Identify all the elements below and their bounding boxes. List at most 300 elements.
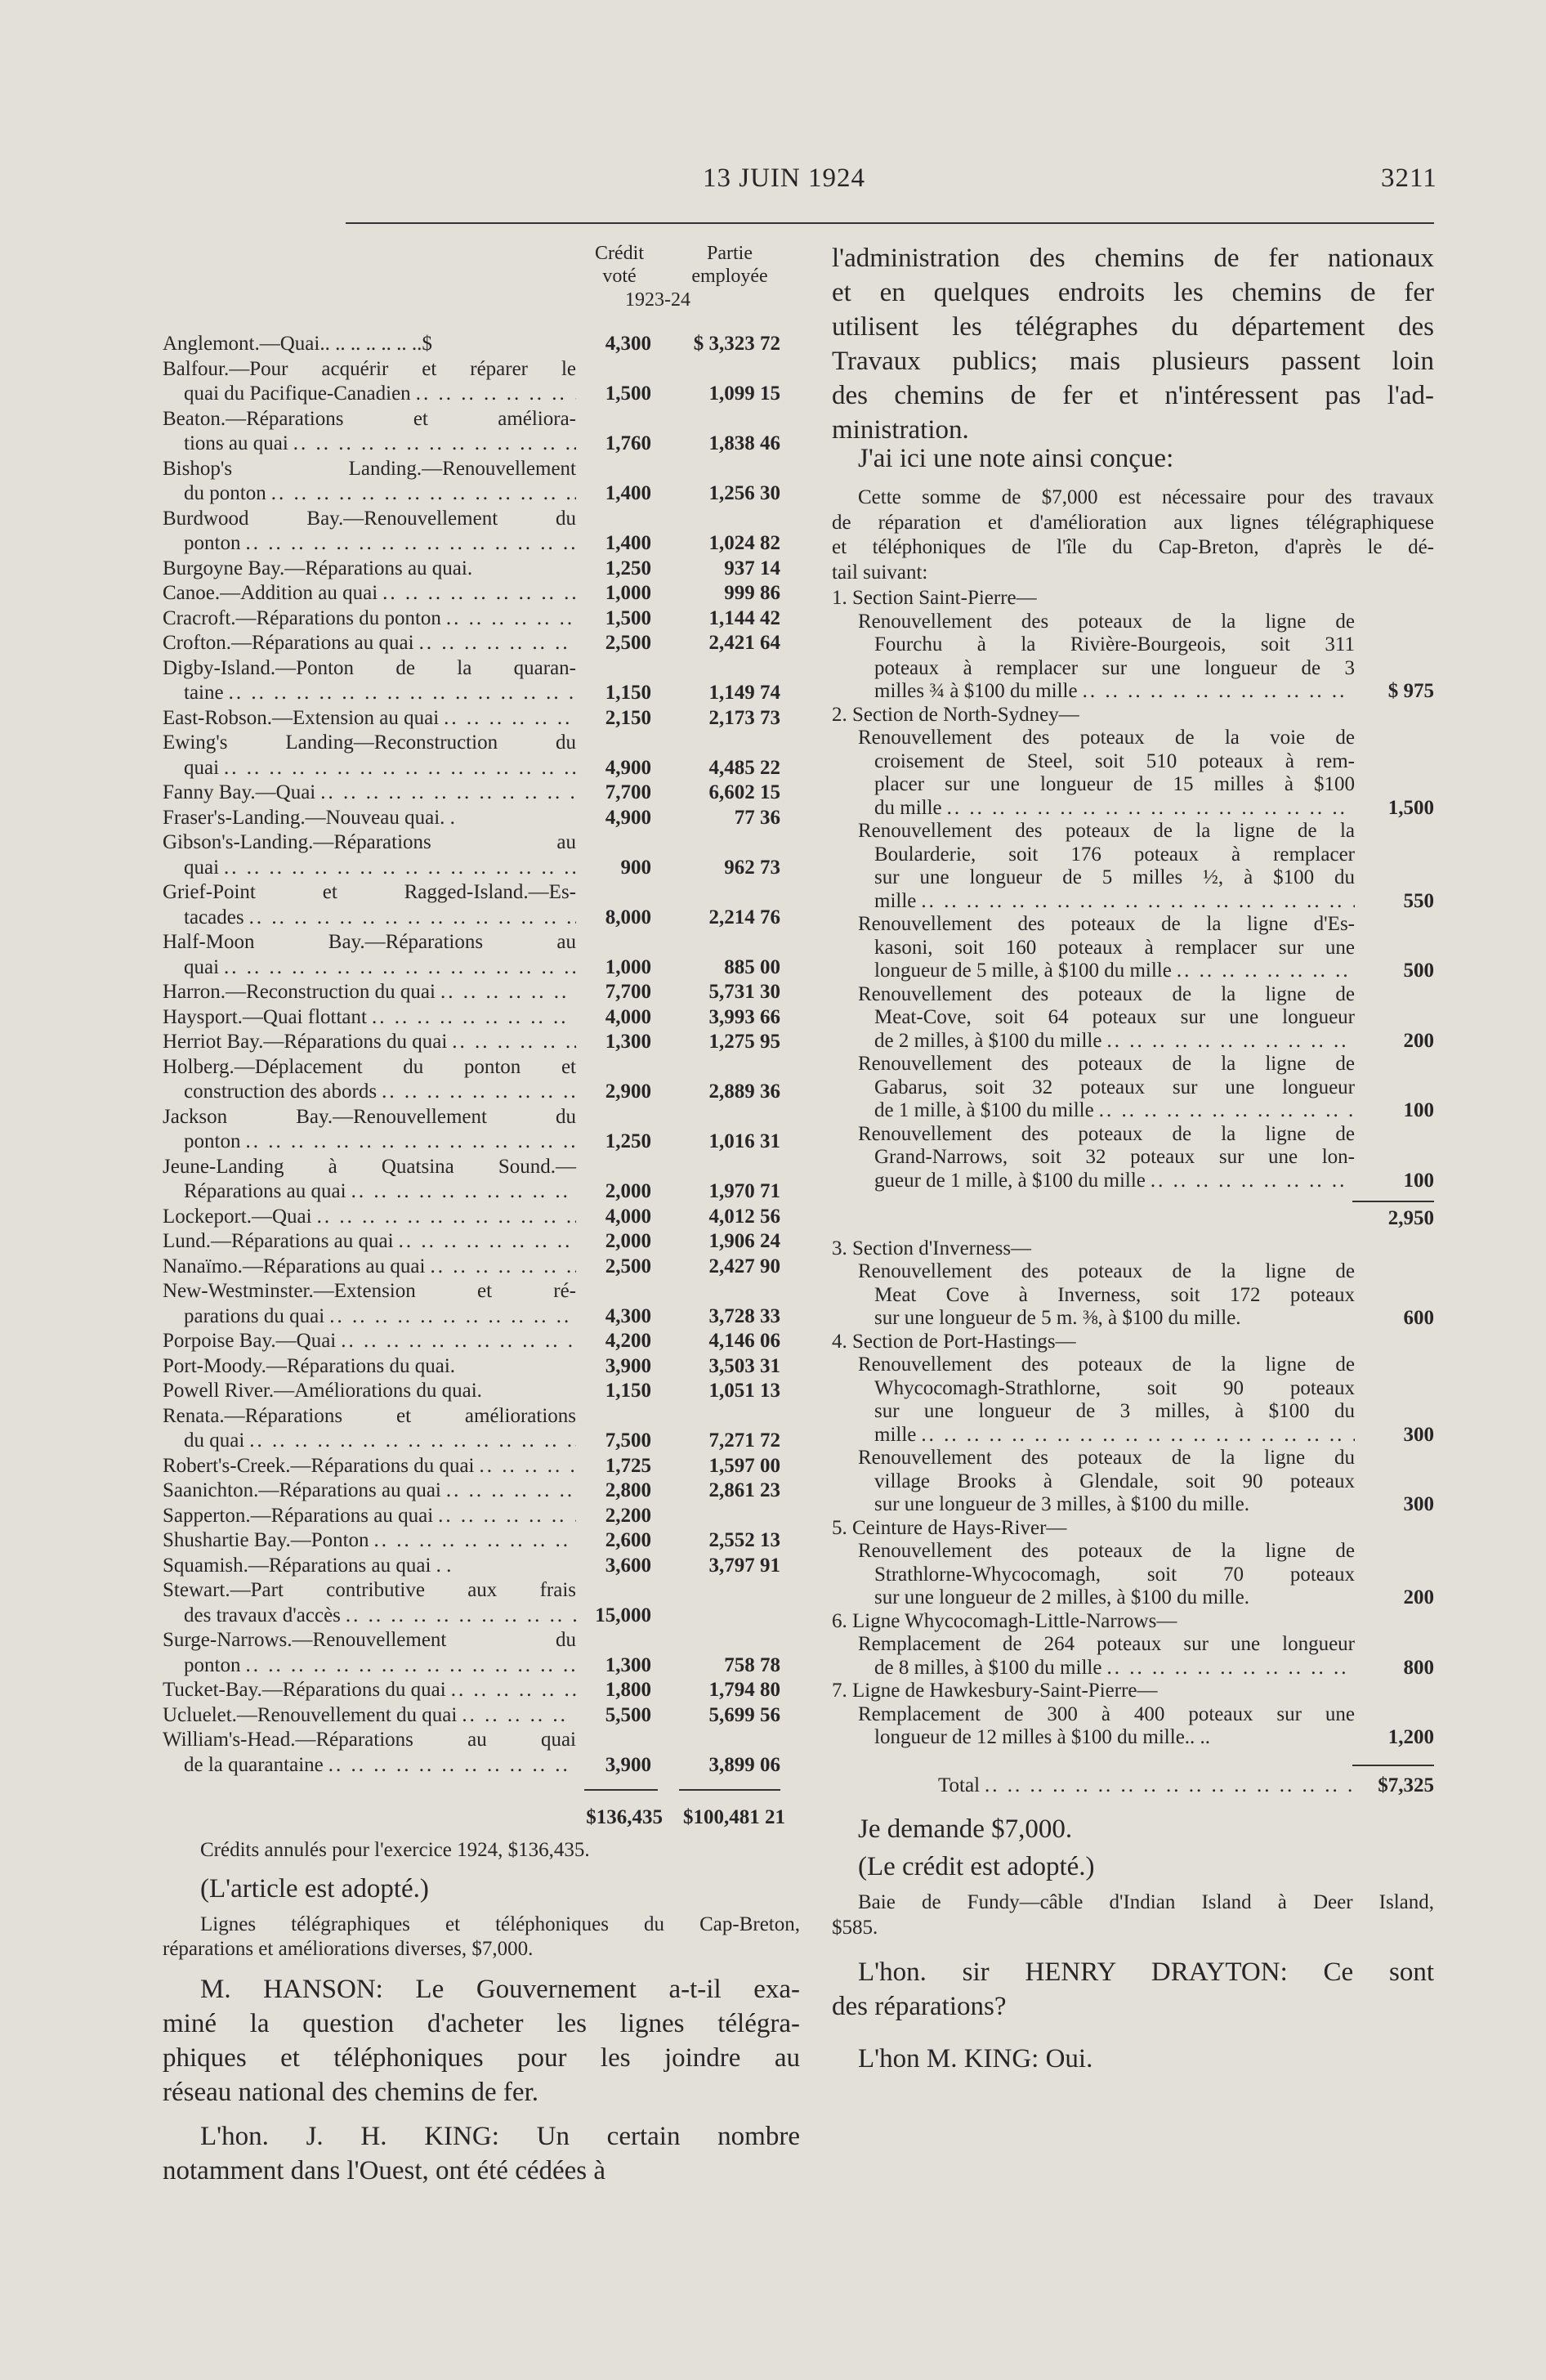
table-row [163, 1005, 784, 1031]
row-credit-voted: 4,000 [605, 1005, 651, 1028]
dot-leader [288, 432, 576, 457]
row-amount-spent: 2,421 64 [708, 632, 780, 654]
row-amount-spent: 2,427 90 [708, 1255, 780, 1277]
dot-leader [367, 1005, 576, 1031]
item-line [832, 1726, 1355, 1750]
dot-leader [447, 1030, 576, 1055]
row-amount-spent: 1,016 31 [708, 1130, 780, 1152]
row-credit-voted: 7,700 [605, 781, 651, 803]
row-description-text: Haysport.—Quai flottant [163, 1005, 367, 1028]
item-line-text: du mille [874, 796, 942, 819]
table-row [163, 407, 784, 457]
row-amount-spent: 2,214 76 [708, 906, 780, 928]
dot-leader [1094, 1099, 1355, 1123]
row-description-line [163, 557, 576, 582]
row-description [163, 557, 576, 582]
item-amount: 100 [1403, 1169, 1434, 1192]
text-line: ministration. [832, 415, 969, 445]
row-description [163, 1105, 576, 1155]
row-credit-voted: 2,500 [605, 1255, 651, 1277]
item-line-text: gueur de 1 mille, à $100 du mille [874, 1169, 1146, 1192]
row-description [163, 930, 576, 980]
table-row [163, 1578, 784, 1628]
row-description [163, 507, 576, 557]
row-description-text: Saanichton.—Réparations au quai [163, 1479, 441, 1501]
row-description-line: Gibson's-Landing.—Réparations au [163, 831, 576, 853]
section-heading: 3. Section d'Inverness— [832, 1237, 1032, 1259]
table-row [163, 1479, 784, 1504]
item-amount: 800 [1403, 1656, 1434, 1679]
row-description-text: ponton [184, 532, 241, 554]
item-description [832, 983, 1355, 1054]
row-description-line: New-Westminster.—Extension et ré- [163, 1280, 576, 1302]
row-amount-spent: 3,899 06 [708, 1753, 780, 1776]
table-row [163, 1528, 784, 1554]
row-credit-voted: 4,900 [605, 806, 651, 829]
credits-annulled: Crédits annulés pour l'exercice 1924, $136,435. [200, 1839, 590, 1861]
table-row [163, 1554, 784, 1579]
row-description-text: quai [184, 955, 220, 978]
dot-leader [457, 1703, 576, 1729]
row-credit-voted: 2,150 [605, 706, 651, 729]
row-credit-voted: 2,500 [605, 632, 651, 654]
item-description [832, 1123, 1355, 1193]
row-description-line [163, 756, 576, 781]
breakdown-item [832, 1123, 1434, 1193]
article-adopted: (L'article est adopté.) [200, 1873, 429, 1904]
breakdown-item [832, 1447, 1434, 1517]
row-description-text: tions au quai [184, 432, 288, 454]
row-amount-spent: 2,173 73 [708, 706, 780, 729]
table-row [163, 332, 784, 357]
row-credit-voted: 15,000 [595, 1604, 651, 1626]
row-description-text: Lund.—Réparations au quai [163, 1230, 394, 1252]
row-description [163, 1703, 576, 1729]
item-amount: 300 [1403, 1423, 1434, 1446]
row-amount-spent: 5,731 30 [708, 981, 780, 1003]
dot-leader [1101, 1657, 1355, 1680]
table-row [163, 631, 784, 656]
item-line: Remplacement de 264 poteaux sur une longueur [858, 1633, 1355, 1655]
table-row [163, 1504, 784, 1529]
row-amount-spent: 4,485 22 [708, 756, 780, 779]
row-amount-spent: 4,012 56 [708, 1205, 780, 1228]
request-amount: Je demande $7,000. [858, 1814, 1073, 1844]
row-description [163, 1454, 576, 1479]
note-paragraph [832, 485, 1434, 585]
col-header-credit-line1: Crédit [595, 243, 644, 264]
row-amount-spent: 999 86 [724, 582, 780, 604]
dot-leader [240, 1130, 576, 1155]
drayton-line: des réparations? [832, 1992, 1007, 2021]
item-line: sur une longueur de 3 milles, à $100 du [874, 1400, 1355, 1422]
text-line: l'administration des chemins de fer nationaux [832, 244, 1434, 273]
table-row [163, 806, 784, 831]
row-description-line [163, 1479, 576, 1504]
row-description-text: Burgoyne Bay.—Réparations au quai. [163, 557, 473, 579]
row-description-line [163, 1454, 576, 1479]
table-row [163, 706, 784, 731]
text-line: tail suivant: [832, 561, 928, 584]
item-line: Grand-Narrows, soit 32 poteaux sur une lon- [874, 1146, 1355, 1168]
col-header-spent-line2: employée [691, 266, 768, 287]
row-description-line [163, 1429, 576, 1454]
item-line: kasoni, soit 160 poteaux à remplacer sur une [874, 936, 1355, 959]
text-line: réseau national des chemins de fer. [163, 2077, 538, 2107]
dot-leader [980, 1774, 1355, 1798]
table-row [163, 1229, 784, 1255]
table-row [163, 1279, 784, 1329]
item-line: Renouvellement des poteaux de la ligne d'Es- [858, 913, 1355, 935]
row-description-line [163, 1604, 576, 1629]
row-description-line: William's-Head.—Réparations au quai [163, 1729, 576, 1751]
item-line [832, 890, 1355, 914]
section-heading: 2. Section de North-Sydney— [832, 703, 1079, 726]
dot-leader [312, 1205, 576, 1230]
section-heading: 5. Ceinture de Hays-River— [832, 1516, 1067, 1539]
row-description-line [163, 1379, 576, 1404]
row-description-text: Porpoise Bay.—Quai [163, 1330, 337, 1352]
text-line: notamment dans l'Ouest, ont été cédées à [163, 2155, 606, 2185]
item-amount: 200 [1403, 1586, 1434, 1608]
row-description-line [163, 531, 576, 557]
row-description-text: Shushartie Bay.—Ponton [163, 1529, 369, 1551]
col-header-credit [574, 242, 664, 288]
row-description-text: Sapperton.—Réparations au quai [163, 1504, 434, 1527]
page-date: 13 JUIN 1924 [703, 163, 865, 193]
breakdown-item [832, 1703, 1434, 1750]
row-credit-voted: 1,400 [605, 532, 651, 554]
table-row [163, 930, 784, 980]
text-line: de réparation et d'amélioration aux lignes télégraphiquese [832, 511, 1434, 534]
row-credit-voted: 5,500 [605, 1703, 651, 1726]
text-line: M. HANSON: Le Gouvernement a-t-il exa- [200, 1974, 800, 2004]
row-description [163, 1005, 576, 1031]
breakdown-item [832, 727, 1434, 820]
row-amount-spent: 77 36 [734, 806, 780, 829]
table-row [163, 1105, 784, 1155]
item-line: Meat Cove à Inverness, soit 172 poteaux [874, 1283, 1355, 1306]
item-line: Boularderie, soit 176 poteaux à remplacer [874, 843, 1355, 866]
row-description-line [163, 1528, 576, 1554]
item-line-text: mille [874, 1423, 917, 1446]
table-row [163, 1055, 784, 1105]
item-description [832, 1353, 1355, 1447]
item-description [832, 1540, 1355, 1610]
row-description-line [163, 681, 576, 706]
item-line-text: de 1 mille, à $100 du mille [874, 1099, 1094, 1121]
row-description-text: ponton [184, 1653, 241, 1676]
breakdown-item [832, 983, 1434, 1054]
row-description-line: Half-Moon Bay.—Réparations au [163, 931, 576, 953]
table-row [163, 1155, 784, 1205]
row-credit-voted: 1,250 [605, 557, 651, 579]
row-description-line: Holberg.—Déplacement du ponton et [163, 1055, 576, 1078]
row-amount-spent: 6,602 15 [708, 781, 780, 803]
item-line-text: sur une longueur de 3 milles, à $100 du mille. [874, 1493, 1249, 1515]
row-description-line: Balfour.—Pour acquérir et réparer le [163, 357, 576, 380]
row-description [163, 457, 576, 507]
text-line: L'hon. J. H. KING: Un certain nombre [200, 2121, 800, 2151]
row-description-line [163, 980, 576, 1005]
item-line [832, 797, 1355, 821]
row-description-text: Robert's-Creek.—Réparations du quai [163, 1454, 475, 1477]
breakdown-item [832, 820, 1434, 913]
item-line: Meat-Cove, soit 64 poteaux sur une longueur [874, 1006, 1355, 1028]
item-amount: 200 [1403, 1029, 1434, 1052]
dot-leader [240, 531, 576, 557]
item-line: Renouvellement des poteaux de la ligne de [858, 1122, 1355, 1145]
row-description-text: parations du quai [184, 1304, 325, 1327]
breakdown-item [832, 1053, 1434, 1123]
row-description-text: de la quarantaine [184, 1753, 324, 1776]
row-amount-spent: $ 3,323 72 [693, 333, 780, 355]
row-description [163, 1479, 576, 1504]
dot-leader [266, 481, 576, 507]
table-row [163, 1255, 784, 1280]
table-row [163, 1404, 784, 1454]
fundy-item [832, 1890, 1434, 1940]
dot-leader [244, 1429, 576, 1454]
row-credit-voted: 1,000 [605, 955, 651, 978]
row-description-text: quai [184, 756, 220, 779]
row-description-line [163, 806, 576, 831]
item-line [832, 1170, 1355, 1193]
total-rule-credit [584, 1789, 658, 1791]
breakdown-item [832, 1260, 1434, 1331]
row-credit-voted: 2,600 [605, 1529, 651, 1551]
row-description-line: Burdwood Bay.—Renouvellement du [163, 507, 576, 530]
item-line: Renouvellement des poteaux de la ligne de [858, 1540, 1355, 1562]
row-description [163, 781, 576, 806]
dot-leader [916, 1424, 1355, 1447]
row-description-line [163, 955, 576, 981]
row-description [163, 1578, 576, 1628]
row-description-line [163, 332, 576, 357]
dot-leader [324, 1753, 576, 1778]
row-description-line [163, 781, 576, 806]
row-amount-spent: 2,889 36 [708, 1080, 780, 1103]
row-description [163, 656, 576, 706]
row-description-line: Digby-Island.—Ponton de la quaran- [163, 656, 576, 679]
item-title-line: réparations et améliorations diverses, $7,000. [163, 1938, 534, 1960]
row-credit-voted: 1,400 [605, 482, 651, 504]
dot-leader [411, 382, 576, 407]
row-description-line [163, 581, 576, 606]
row-description [163, 731, 576, 781]
hanson-speech [163, 1972, 800, 2109]
dot-leader [244, 906, 576, 931]
row-description-text: Fraser's-Landing.—Nouveau quai. . [163, 806, 455, 829]
row-description [163, 1030, 576, 1055]
item-line-text: de 2 milles, à $100 du mille [874, 1029, 1102, 1052]
row-credit-voted: 8,000 [605, 906, 651, 928]
row-description-line [163, 432, 576, 457]
row-description-line: Surge-Narrows.—Renouvellement du [163, 1629, 576, 1651]
item-line: Renouvellement des poteaux de la ligne de [858, 610, 1355, 633]
item-line [832, 1586, 1355, 1610]
dot-leader [1172, 960, 1355, 983]
table-row [163, 731, 784, 781]
page-number: 3211 [1381, 163, 1437, 193]
row-description-text: Cracroft.—Réparations du ponton [163, 606, 441, 629]
row-description-text: du quai [184, 1429, 245, 1452]
dot-leader [240, 1653, 576, 1679]
drayton-line: L'hon. sir HENRY DRAYTON: Ce sont [858, 1957, 1434, 1987]
row-description [163, 830, 576, 880]
item-line: Gabarus, soit 32 poteaux sur une longueur [874, 1076, 1355, 1098]
row-description-line [163, 1130, 576, 1155]
row-description [163, 1504, 576, 1529]
row-description-text: Harron.—Reconstruction du quai [163, 981, 436, 1003]
row-description-text: Crofton.—Réparations au quai [163, 632, 414, 654]
row-credit-voted: 1,500 [605, 606, 651, 629]
row-description-line [163, 1005, 576, 1031]
dot-leader [1146, 1170, 1355, 1193]
row-credit-voted: 4,200 [605, 1330, 651, 1352]
item-line: Renouvellement des poteaux de la ligne du [858, 1447, 1355, 1469]
item-title-line: Lignes télégraphiques et téléphoniques du Cap-Breton, [200, 1912, 800, 1935]
col-header-credit-line2: voté [602, 266, 637, 287]
row-description-line [163, 1504, 576, 1529]
dot-leader [439, 706, 576, 731]
item-line: Remplacement de 300 à 400 poteaux sur une [858, 1702, 1355, 1725]
table-row [163, 980, 784, 1005]
dot-leader [1101, 1030, 1355, 1054]
dot-leader [433, 1504, 576, 1529]
dot-leader [942, 797, 1355, 821]
breakdown-item [832, 611, 1434, 704]
dot-leader [341, 1604, 576, 1629]
row-description-text: tacades [184, 906, 244, 928]
row-amount-spent: 1,794 80 [708, 1679, 780, 1701]
row-amount-spent: 1,597 00 [708, 1454, 780, 1477]
dot-leader [346, 1179, 576, 1205]
fundy-line: $585. [832, 1916, 878, 1939]
table-row [163, 1728, 784, 1778]
item-line: Whycocomagh-Strathlorne, soit 90 poteaux [874, 1376, 1355, 1399]
row-credit-voted: 1,250 [605, 1130, 651, 1152]
item-line: Renouvellement des poteaux de la ligne de [858, 1053, 1355, 1075]
row-amount-spent: 1,099 15 [708, 382, 780, 405]
section-subtotal: 2,950 [1387, 1207, 1434, 1229]
row-description-text: construction des abords [184, 1080, 378, 1103]
item-line: poteaux à remplacer sur une longueur de 3 [874, 656, 1355, 679]
row-credit-voted: 2,200 [605, 1504, 651, 1527]
total-amount: $7,325 [1378, 1774, 1434, 1796]
row-credit-voted: 1,150 [605, 1380, 651, 1402]
item-line: Renouvellement des poteaux de la voie de [858, 727, 1355, 749]
row-description-line: Ewing's Landing—Reconstruction du [163, 731, 576, 754]
row-description-line [163, 1554, 576, 1579]
text-line: Travaux publics; mais plusieurs passent loin [832, 347, 1434, 376]
row-description-text: Anglemont.—Quai.. .. .. .. .. .. ..$ [163, 333, 432, 355]
row-description [163, 806, 576, 831]
row-description-line [163, 1753, 576, 1778]
total-credit: $136,435 [586, 1806, 663, 1828]
section-heading: 7. Ligne de Hawkesbury-Saint-Pierre— [832, 1680, 1158, 1702]
item-description [832, 727, 1355, 820]
row-credit-voted: 3,900 [605, 1753, 651, 1776]
item-line [832, 1099, 1355, 1123]
row-credit-voted: 1,150 [605, 682, 651, 704]
row-description [163, 1628, 576, 1678]
row-description [163, 1155, 576, 1205]
table-row [163, 557, 784, 582]
item-line-text: milles ¾ à $100 du mille [874, 680, 1078, 702]
row-amount-spent: 3,503 31 [708, 1354, 780, 1377]
item-line [832, 960, 1355, 983]
item-amount: 1,200 [1387, 1726, 1434, 1748]
row-amount-spent: 1,256 30 [708, 482, 780, 504]
row-description-line [163, 1653, 576, 1679]
row-description [163, 1528, 576, 1554]
dot-leader [441, 606, 576, 632]
row-description-text: taine [184, 682, 224, 704]
item-line-text: longueur de 12 milles à $100 du mille.. .. [874, 1726, 1211, 1748]
row-description [163, 1229, 576, 1255]
row-description [163, 357, 576, 407]
row-description [163, 1379, 576, 1404]
dot-leader [414, 631, 576, 656]
dot-leader [219, 756, 576, 781]
row-amount-spent: 1,149 74 [708, 682, 780, 704]
item-title [163, 1912, 800, 1962]
table-row [163, 357, 784, 407]
text-line: et en quelques endroits les chemins de fer [832, 278, 1434, 307]
table-row [163, 457, 784, 507]
row-description [163, 706, 576, 731]
row-amount-spent: 1,970 71 [708, 1180, 780, 1202]
row-description-text: Nanaïmo.—Réparations au quai [163, 1255, 426, 1277]
row-description-text: des travaux d'accès [184, 1604, 341, 1626]
item-line: village Brooks à Glendale, soit 90 poteaux [874, 1470, 1355, 1492]
row-description-line [163, 1304, 576, 1330]
dot-leader [378, 581, 576, 606]
item-amount: 500 [1403, 960, 1434, 982]
row-credit-voted: 1,500 [605, 382, 651, 405]
row-description-line [163, 1179, 576, 1205]
drayton-speech [832, 1955, 1434, 2024]
row-credit-voted: 2,000 [605, 1180, 651, 1202]
row-amount-spent: 1,275 95 [708, 1031, 780, 1053]
row-amount-spent: 885 00 [724, 955, 780, 978]
item-line: Renouvellement des poteaux de la ligne de [858, 1260, 1355, 1282]
total-spent: $100,481 21 [683, 1806, 785, 1828]
row-description [163, 880, 576, 930]
table-row [163, 581, 784, 606]
table-row [163, 830, 784, 880]
row-description [163, 1404, 576, 1454]
table-total [163, 1789, 784, 1835]
row-description-line [163, 1329, 576, 1354]
row-amount-spent: 1,144 42 [708, 606, 780, 629]
row-description-text: quai [184, 856, 220, 879]
row-description-line: Beaton.—Réparations et améliora- [163, 407, 576, 430]
table-row [163, 1628, 784, 1678]
row-description-text: East-Robson.—Extension au quai [163, 706, 440, 729]
item-line-text: sur une longueur de 5 m. ⅜, à $100 du mille. [874, 1307, 1241, 1329]
row-description-text: quai du Pacifique-Canadien [184, 382, 411, 405]
row-description-text: Port-Moody.—Réparations du quai. [163, 1354, 456, 1377]
table-row [163, 781, 784, 806]
item-line [832, 680, 1355, 704]
table-row [163, 1678, 784, 1703]
row-amount-spent: 2,861 23 [708, 1479, 780, 1501]
dot-leader [219, 856, 576, 881]
item-line [832, 1307, 1355, 1331]
item-amount: 300 [1403, 1493, 1434, 1515]
